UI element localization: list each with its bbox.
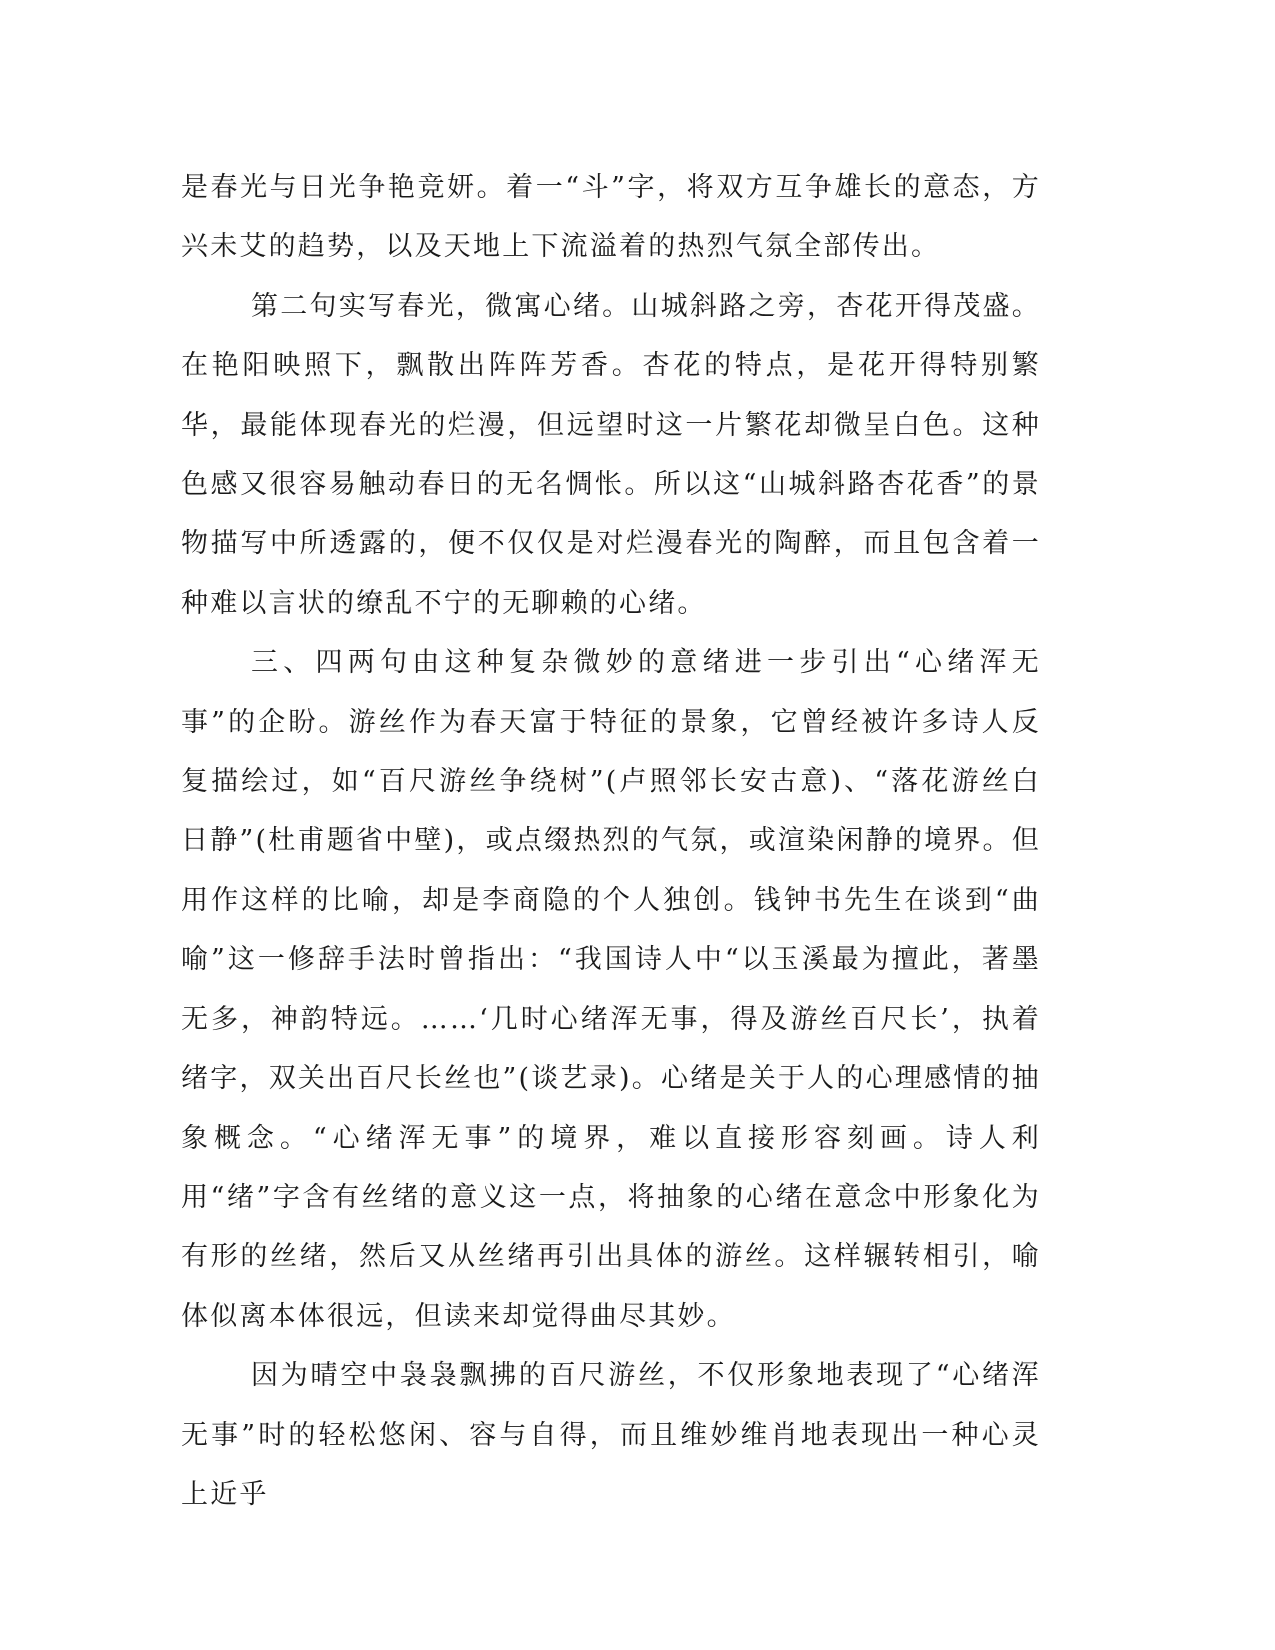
paragraph-third-fourth-lines-analysis: 三、四两句由这种复杂微妙的意绪进一步引出“心绪浑无事”的企盼。游丝作为春天富于特征的景象，它曾经被许多诗人反复描绘过，如“百尺游丝争绕树”(卢照邻长安古意)、“落花游丝白日静”(杜甫题省中壁)，或点缀热烈的气氛，或渲染闲静的境界。但用作这样的比喻，却是李商隐的个人独创。钱钟书先生在谈到“曲喻”这一修辞手法时曾指出：“我国诗人中“以玉溪最为擅此，著墨无多，神韵特远。……‘几时心绪浑无事，得及游丝百尺长’，执着绪字，双关出百尺长丝也”(谈艺录)。心绪是关于人的心理感情的抽象概念。“心绪浑无事”的境界，难以直接形容刻画。诗人利用“绪”字含有丝绪的意义这一点，将抽象的心绪在意念中形象化为有形的丝绪，然后又从丝绪再引出具体的游丝。这样辗转相引，喻体似离本体很远，但读来却觉得曲尽其妙。: [181, 647, 1041, 1332]
paragraph-gossamer-analysis: 因为晴空中袅袅飘拂的百尺游丝，不仅形象地表现了“心绪浑无事”时的轻松悠闲、容与自得，而且维妙维肖地表现出一种心灵上近乎: [181, 1360, 1041, 1510]
document-body: [181, 158, 1041, 1524]
paragraph-continuation: 是春光与日光争艳竞妍。着一“斗”字，将双方互争雄长的意态，方兴未艾的趋势，以及天地上下流溢着的热烈气氛全部传出。: [181, 172, 1041, 263]
paragraph-second-line-analysis: 第二句实写春光，微寓心绪。山城斜路之旁，杏花开得茂盛。在艳阳映照下，飘散出阵阵芳香。杏花的特点，是花开得特别繁华，最能体现春光的烂漫，但远望时这一片繁花却微呈白色。这种色感又很容易触动春日的无名惆怅。所以这“山城斜路杏花香”的景物描写中所透露的，便不仅仅是对烂漫春光的陶醉，而且包含着一种难以言状的缭乱不宁的无聊赖的心绪。: [181, 290, 1041, 619]
